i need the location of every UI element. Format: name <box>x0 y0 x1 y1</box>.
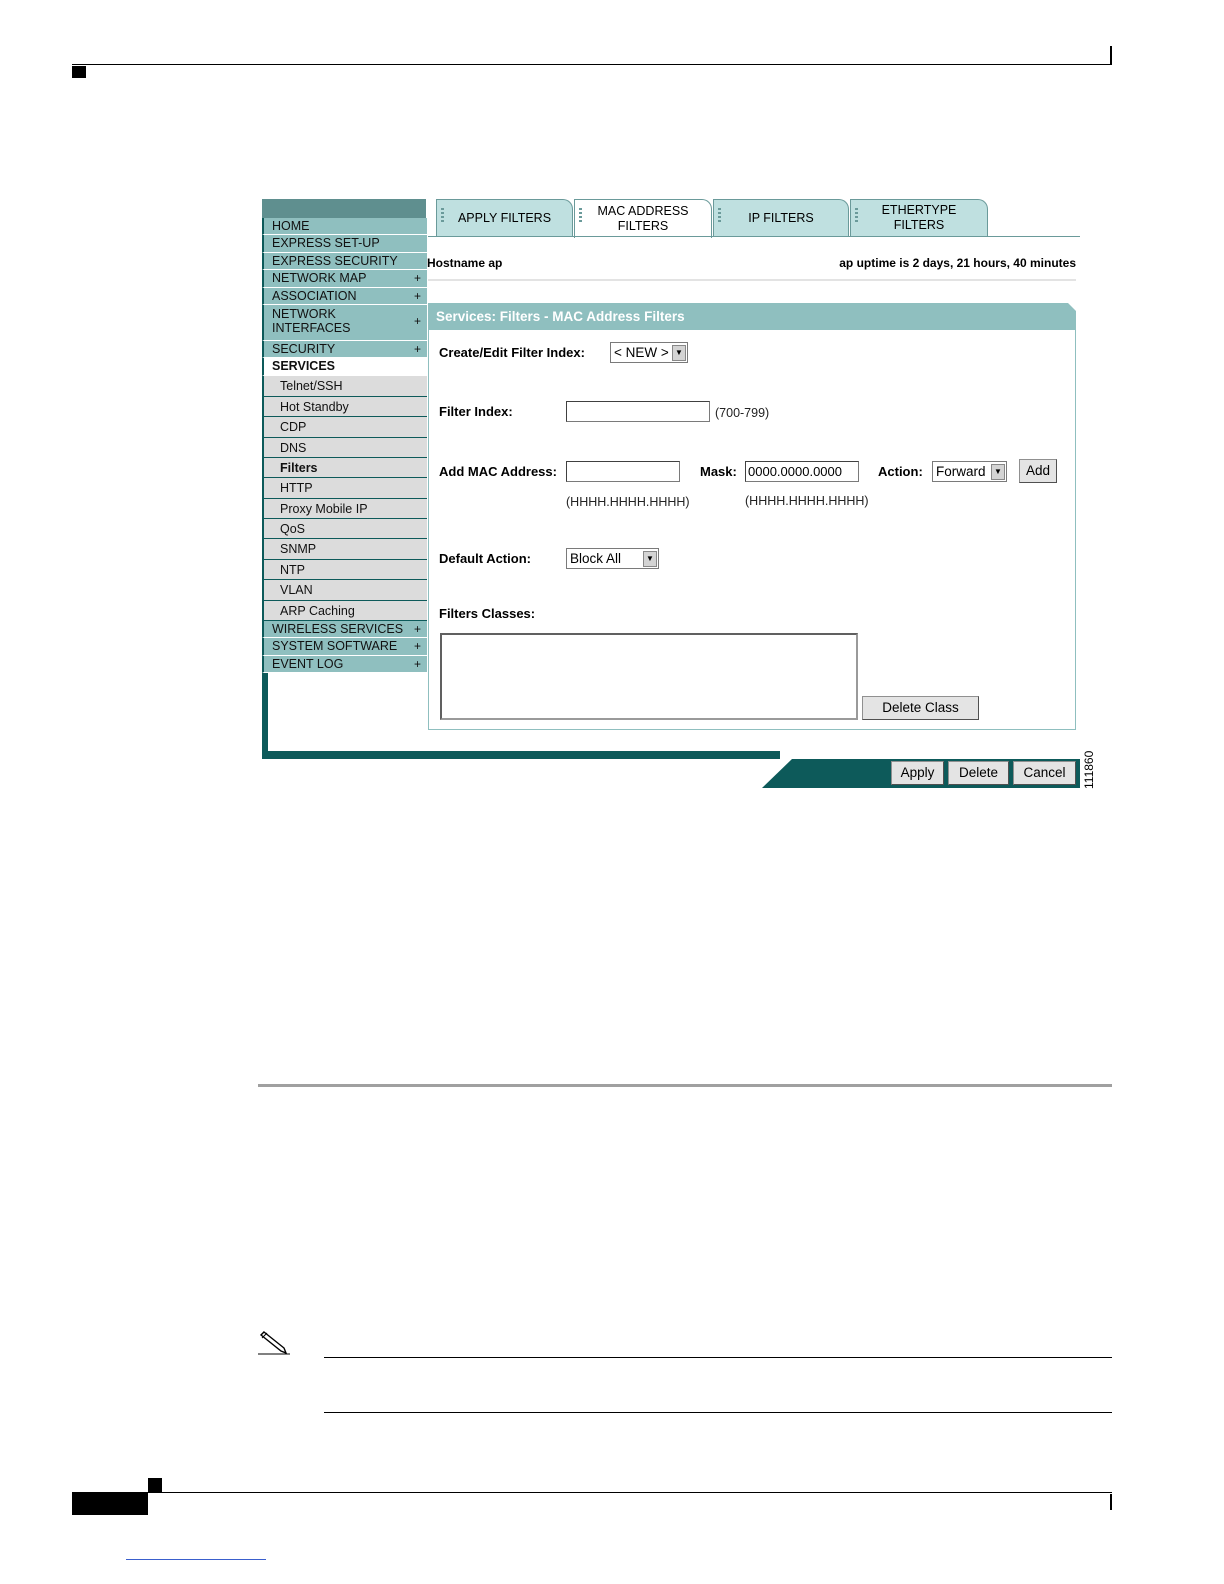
sidebar-item-label: HOME <box>272 219 310 233</box>
expand-icon: + <box>413 271 421 286</box>
expand-icon: + <box>413 622 421 637</box>
screenshot-figure <box>262 199 1096 791</box>
select-value: Block All <box>570 551 622 566</box>
select-value: Forward <box>936 464 986 479</box>
apply-button[interactable]: Apply <box>891 761 944 785</box>
sidebar-item-label: SERVICES <box>272 359 335 374</box>
sidebar-subitem-qos[interactable] <box>262 519 427 539</box>
sidebar-item-network-map[interactable] <box>262 270 427 287</box>
sidebar-subitem-arp-caching[interactable] <box>262 601 427 621</box>
add-button[interactable]: Add <box>1019 459 1057 483</box>
create-edit-filter-select[interactable] <box>610 342 688 363</box>
panel-title: Services: Filters - MAC Address Filters <box>428 303 1076 330</box>
sidebar-item-label: Hot Standby <box>280 399 349 414</box>
sidebar-item-label: INTERFACES <box>272 320 351 335</box>
tab-apply-filters[interactable] <box>436 199 573 236</box>
sidebar-item-label: Proxy Mobile IP <box>280 501 368 516</box>
frame-bottom-bar <box>262 751 780 759</box>
tab-grip-icon <box>855 208 858 224</box>
sidebar-subitem-ntp[interactable] <box>262 560 427 580</box>
default-action-select[interactable] <box>566 548 659 569</box>
page-footer-rule <box>72 1492 1112 1493</box>
sidebar-item-label: ASSOCIATION <box>272 288 357 303</box>
sidebar-item-network-interfaces[interactable] <box>262 305 427 341</box>
note-pencil-icon <box>256 1328 292 1358</box>
sidebar-item-label: EXPRESS SECURITY <box>272 253 398 268</box>
filter-index-range: (700-799) <box>715 406 770 420</box>
sidebar-item-services[interactable] <box>262 358 427 376</box>
sidebar-item-system-software[interactable] <box>262 638 427 655</box>
sidebar-item-label: WIRELESS SERVICES <box>272 622 404 637</box>
tab-label: APPLY FILTERS <box>457 210 552 225</box>
expand-icon: + <box>413 656 421 671</box>
sidebar-item-association[interactable] <box>262 288 427 305</box>
select-value: < NEW > <box>614 345 669 360</box>
sidebar-item-label: SYSTEM SOFTWARE <box>272 639 398 654</box>
note-bottom-rule <box>324 1412 1112 1413</box>
filter-index-input[interactable] <box>566 401 710 422</box>
sidebar-subitem-vlan[interactable] <box>262 580 427 600</box>
delete-class-button[interactable]: Delete Class <box>862 696 979 720</box>
info-divider <box>428 279 1076 281</box>
sidebar-subitem-filters[interactable] <box>262 458 427 478</box>
tab-ip-filters[interactable] <box>713 199 849 236</box>
sidebar-item-label: ARP Caching <box>280 603 355 618</box>
sidebar-item-label: Filters <box>280 460 318 475</box>
hostname-label: Hostname ap <box>427 256 503 270</box>
sidebar-item-label: EVENT LOG <box>272 656 344 671</box>
action-label: Action: <box>878 464 923 479</box>
page-footer-block <box>72 1493 148 1515</box>
footer-link-underline <box>126 1559 266 1560</box>
sidebar-item-label: CDP <box>280 420 307 435</box>
tab-grip-icon <box>579 208 582 224</box>
action-select[interactable] <box>932 461 1007 482</box>
sidebar-subitem-snmp[interactable] <box>262 539 427 559</box>
sidebar-item-express-setup[interactable] <box>262 235 427 252</box>
sidebar-subitem-telnet-ssh[interactable] <box>262 376 427 396</box>
sidebar-subitem-proxy-mobile-ip[interactable] <box>262 499 427 519</box>
sidebar-item-event-log[interactable] <box>262 656 427 673</box>
tab-label: IP FILTERS <box>748 210 814 225</box>
chevron-down-icon: ▼ <box>643 551 657 567</box>
page-header-marker <box>72 66 86 78</box>
sidebar-item-security[interactable] <box>262 341 427 358</box>
mask-input[interactable]: 0000.0000.0000 <box>745 461 859 482</box>
tab-baseline <box>428 236 1080 237</box>
sidebar-item-label: NTP <box>280 562 305 577</box>
tab-grip-icon <box>718 208 721 224</box>
mask-format-hint: (HHHH.HHHH.HHHH) <box>745 494 869 508</box>
chevron-down-icon: ▼ <box>672 345 686 361</box>
default-action-label: Default Action: <box>439 551 531 566</box>
sidebar-item-label: HTTP <box>280 481 313 496</box>
sidebar-item-label: QoS <box>280 522 306 537</box>
expand-icon: + <box>413 313 421 328</box>
mac-address-format-hint: (HHHH.HHHH.HHHH) <box>566 495 690 509</box>
expand-icon: + <box>413 288 421 303</box>
tab-label: MAC ADDRESS FILTERS <box>597 204 689 233</box>
sidebar-subitem-dns[interactable] <box>262 438 427 458</box>
sidebar-item-label: VLAN <box>280 583 313 598</box>
section-rule <box>258 1084 1112 1087</box>
sidebar-nav <box>262 218 427 673</box>
sidebar-item-label: SECURITY <box>272 341 336 356</box>
uptime-label: ap uptime is 2 days, 21 hours, 40 minutes <box>839 256 1076 270</box>
page-footer-marker <box>148 1478 162 1492</box>
sidebar-item-home[interactable] <box>262 218 427 235</box>
sidebar-item-label: DNS <box>280 440 307 455</box>
page-header-rule <box>72 64 1112 65</box>
sidebar-subitem-hot-standby[interactable] <box>262 397 427 417</box>
sidebar-item-label: NETWORK MAP <box>272 271 367 286</box>
expand-icon: + <box>413 639 421 654</box>
page-header-tick <box>1110 46 1112 64</box>
sidebar-item-label: Telnet/SSH <box>280 379 343 394</box>
sidebar-item-wireless-services[interactable] <box>262 621 427 638</box>
create-edit-filter-label: Create/Edit Filter Index: <box>439 345 585 360</box>
sidebar-item-label: SNMP <box>280 542 317 557</box>
tab-label: ETHERTYPE FILTERS <box>881 203 957 232</box>
tab-mac-address-filters[interactable] <box>574 199 712 238</box>
sidebar-subitem-http[interactable] <box>262 478 427 498</box>
sidebar-item-label: NETWORK <box>272 306 336 321</box>
sidebar-subitem-cdp[interactable] <box>262 417 427 437</box>
panel-corner <box>1068 303 1076 311</box>
expand-icon: + <box>413 341 421 356</box>
cancel-button[interactable]: Cancel <box>1013 761 1076 785</box>
add-mac-address-label: Add MAC Address: <box>439 464 557 479</box>
sidebar-item-label: EXPRESS SET-UP <box>272 236 380 251</box>
page-footer-tick <box>1110 1494 1112 1510</box>
delete-button[interactable]: Delete <box>948 761 1009 785</box>
chevron-down-icon: ▼ <box>991 464 1005 480</box>
filters-classes-label: Filters Classes: <box>439 606 536 621</box>
filters-classes-list[interactable] <box>440 633 858 720</box>
mask-label: Mask: <box>700 464 737 479</box>
note-top-rule <box>324 1357 1112 1358</box>
sidebar-item-express-security[interactable] <box>262 253 427 270</box>
mac-address-input[interactable] <box>566 461 680 482</box>
tab-ethertype-filters[interactable] <box>850 199 988 236</box>
filter-index-label: Filter Index: <box>439 404 513 419</box>
figure-id: 111860 <box>1082 750 1096 789</box>
tab-grip-icon <box>441 208 444 224</box>
nav-header-bar <box>262 199 426 218</box>
footer-bar-slope <box>762 759 792 788</box>
